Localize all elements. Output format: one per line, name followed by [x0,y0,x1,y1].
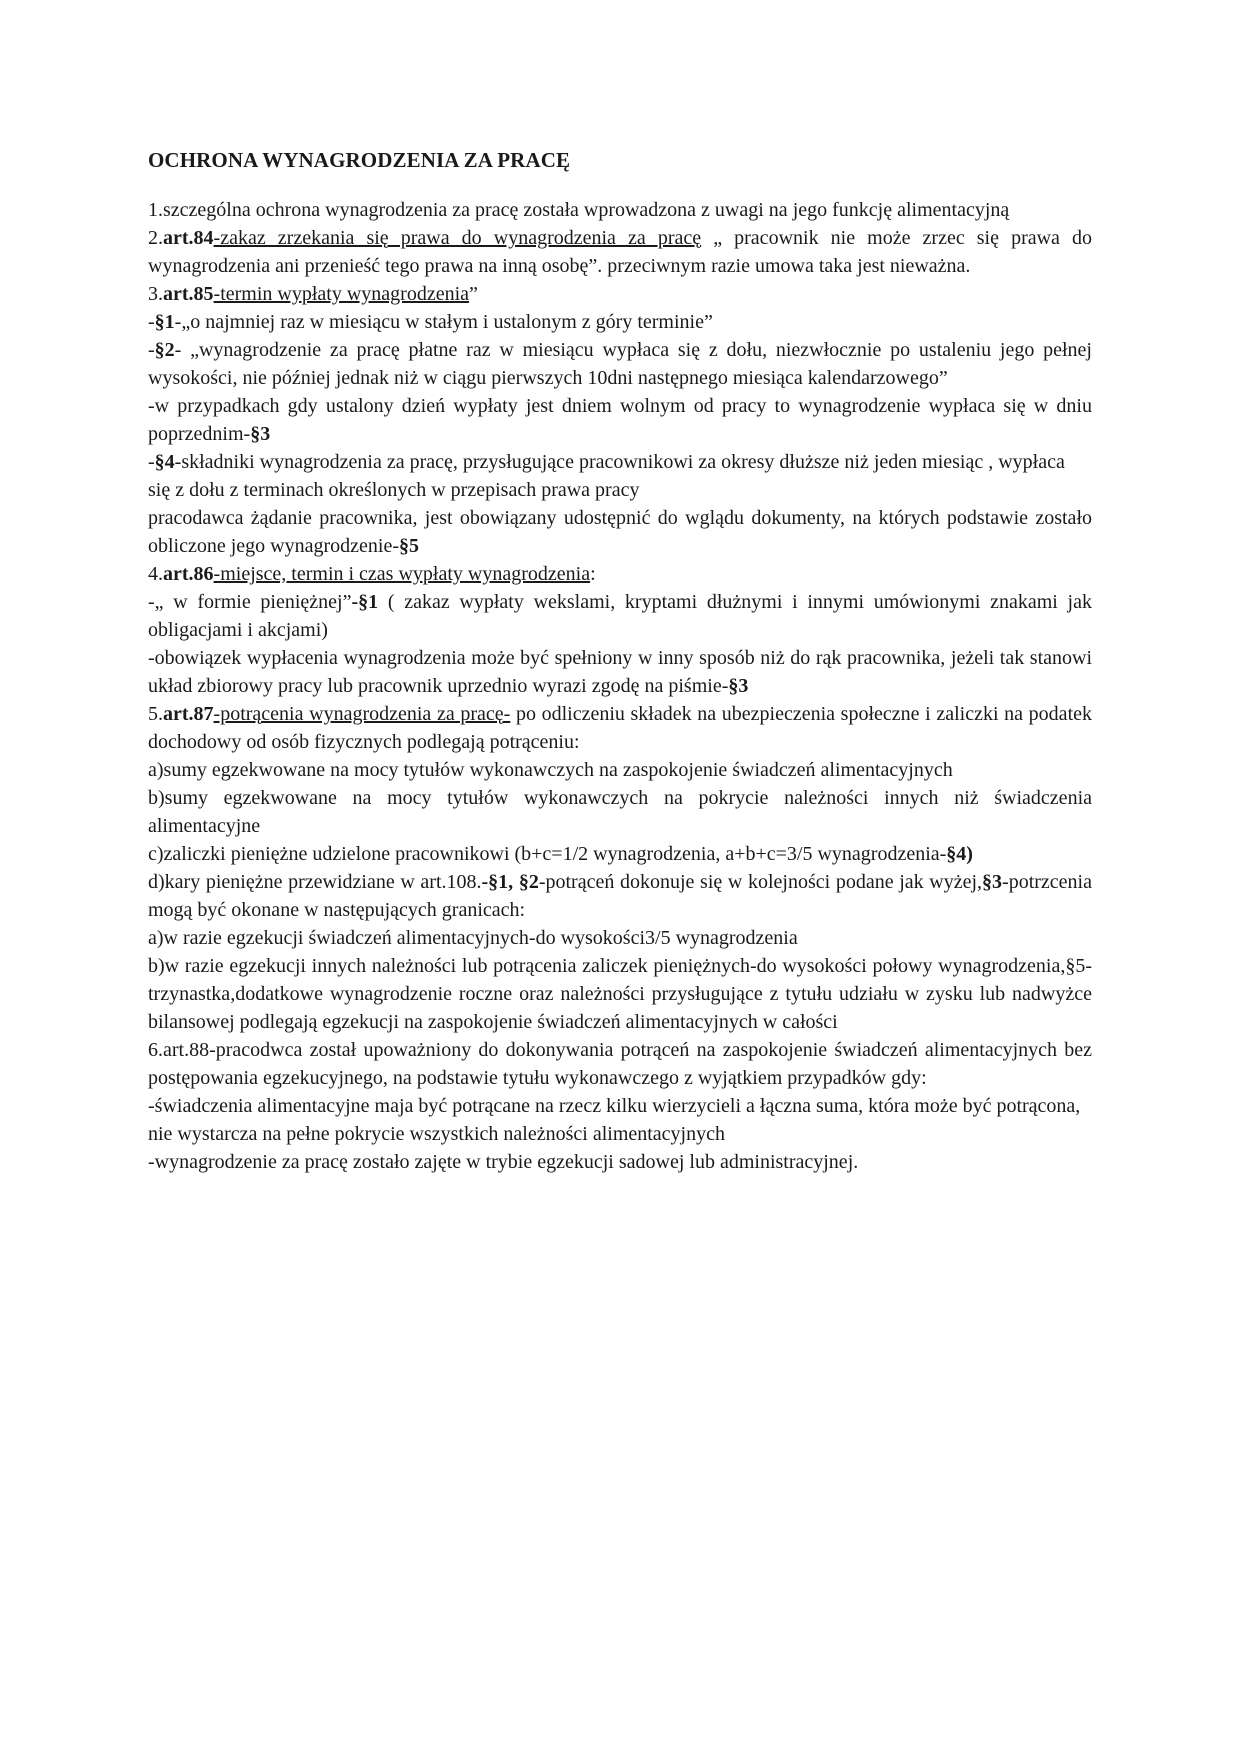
bold-reference: art.85 [163,283,214,305]
paragraph [148,952,1092,1036]
bold-reference: §3 [982,871,1003,893]
underlined-heading: -miejsce, termin i czas wypłaty wynagrodzenia [213,563,591,585]
paragraph [148,644,1092,700]
paragraph [148,868,1092,924]
paragraph-text: pracodawca żądanie pracownika, jest obowiązany udostępnić do wglądu dokumenty, na których podstawie zostało obliczone jego wynagrodzenie- [148,507,1092,557]
bold-reference: §3 [250,423,271,445]
bold-reference: §2 [154,339,175,361]
paragraph-text: - „wynagrodzenie za pracę płatne raz w miesiącu wypłaca się z dołu, niezwłocznie po ustaleniu jego pełnej wysokości, nie później jednak niż w ciągu pierwszych 10dni następnego miesiąca kalendarzowego” [148,339,1092,389]
paragraph [148,784,1092,840]
paragraph-text: 2. [148,227,163,249]
paragraph-text: b)w razie egzekucji innych należności lub potrącenia zaliczek pieniężnych-do wysokości połowy wynagrodzenia,§5-trzynastka,dodatkowe wynagrodzenie roczne oraz należności przysługujące z tytułu udziału w zysku lub nadwyżce bilansowej podlegają egzekucji na zaspokojenie świadczeń alimentacyjnych w całości [148,955,1092,1033]
paragraph [148,1036,1092,1092]
underlined-heading: -zakaz zrzekania się prawa do wynagrodzenia za pracę [213,227,702,249]
paragraph-text: -składniki wynagrodzenia za pracę, przysługujące pracownikowi za okresy dłuższe niż jeden miesiąc , wypłaca się z dołu z terminach określonych w przepisach prawa pracy [148,451,1065,501]
paragraph-text: - [148,339,155,361]
paragraph [148,308,1092,336]
paragraph [148,588,1092,644]
paragraph [148,448,1092,504]
underlined-heading: -potrącenia wynagrodzenia za pracę- [213,703,511,725]
paragraph-text: ” [469,283,478,305]
paragraph [148,924,1092,952]
paragraph-text: 5. [148,703,163,725]
paragraph [148,504,1092,560]
bold-reference: §4) [946,843,973,865]
paragraph [148,700,1092,756]
paragraph [148,560,1092,588]
paragraph [148,1092,1092,1148]
bold-reference: §5 [399,535,420,557]
paragraph [148,840,1092,868]
paragraph-text: 1.szczególna ochrona wynagrodzenia za pracę została wprowadzona z uwagi na jego funkcję alimentacyjną [148,199,1010,221]
paragraph-text: 3. [148,283,163,305]
paragraph-text: : [590,563,596,585]
bold-reference: art.84 [163,227,214,249]
paragraph-text: -świadczenia alimentacyjne maja być potrącane na rzecz kilku wierzycieli a łączna suma, która może być potrącona, nie wystarcza na pełne pokrycie wszystkich należności alimentacyjnych [148,1095,1081,1145]
bold-reference: §4 [154,451,175,473]
paragraph-text: -„ w formie pieniężnej” [148,591,352,613]
paragraph-text: 4. [148,563,163,585]
paragraph-text: 6.art.88-pracodwca został upoważniony do dokonywania potrąceń na zaspokojenie świadczeń alimentacyjnych bez postępowania egzekucyjnego, na podstawie tytułu wykonawczego z wyjątkiem przypadków gdy: [148,1039,1092,1089]
document-page [148,146,1092,1176]
paragraph-text: a)sumy egzekwowane na mocy tytułów wykonawczych na zaspokojenie świadczeń alimentacyjnych [148,759,953,781]
bold-reference: art.86 [163,563,214,585]
paragraph-text: „ pracownik nie może zrzec się prawa do wynagrodzenia ani przenieść tego prawa na inną osobę”. przeciwnym razie umowa taka jest nieważna. [148,227,1092,277]
bold-reference: art.87 [163,703,214,725]
bold-reference: §3 [728,675,749,697]
bold-reference: -§1 [351,591,379,613]
bold-reference: §1 [154,311,175,333]
document-body [148,196,1092,1176]
bold-reference: -§1, §2 [481,871,539,893]
paragraph-text: d)kary pieniężne przewidziane w art.108. [148,871,482,893]
paragraph-text: -„o najmniej raz w miesiącu w stałym i ustalonym z góry terminie” [174,311,713,333]
paragraph-text: - [148,451,155,473]
paragraph [148,392,1092,448]
paragraph-text: b)sumy egzekwowane na mocy tytułów wykonawczych na pokrycie należności innych niż świadczenia alimentacyjne [148,787,1092,837]
paragraph-text: -w przypadkach gdy ustalony dzień wypłaty jest dniem wolnym od pracy to wynagrodzenie wypłaca się w dniu poprzednim- [148,395,1092,445]
paragraph-text: - [148,311,155,333]
paragraph [148,196,1092,224]
paragraph-text: a)w razie egzekucji świadczeń alimentacyjnych-do wysokości3/5 wynagrodzenia [148,927,798,949]
paragraph [148,1148,1092,1176]
paragraph-text: -potrzcenia mogą być okonane w następujących granicach: [148,871,1092,921]
paragraph [148,280,1092,308]
paragraph-text: po odliczeniu składek na ubezpieczenia społeczne i zaliczki na podatek dochodowy od osób fizycznych podlegają potrąceniu: [148,703,1092,753]
paragraph [148,224,1092,280]
paragraph-text: ( zakaz wypłaty wekslami, kryptami dłużnymi i innymi umówionymi znakami jak obligacjami i akcjami) [148,591,1092,641]
paragraph-text: -obowiązek wypłacenia wynagrodzenia może być spełniony w inny sposób niż do rąk pracownika, jeżeli tak stanowi układ zbiorowy pracy lub pracownik uprzednio wyrazi zgodę na piśmie- [148,647,1092,697]
paragraph-text: -wynagrodzenie za pracę zostało zajęte w trybie egzekucji sadowej lub administracyjnej. [148,1151,859,1173]
paragraph-text: c)zaliczki pieniężne udzielone pracownikowi (b+c=1/2 wynagrodzenia, a+b+c=3/5 wynagrodzenia- [148,843,947,865]
paragraph-text: -potrąceń dokonuje się w kolejności podane jak wyżej, [538,871,983,893]
document-title: OCHRONA WYNAGRODZENIA ZA PRACĘ [148,148,571,172]
paragraph [148,336,1092,392]
underlined-heading: -termin wypłaty wynagrodzenia [213,283,470,305]
paragraph [148,756,1092,784]
